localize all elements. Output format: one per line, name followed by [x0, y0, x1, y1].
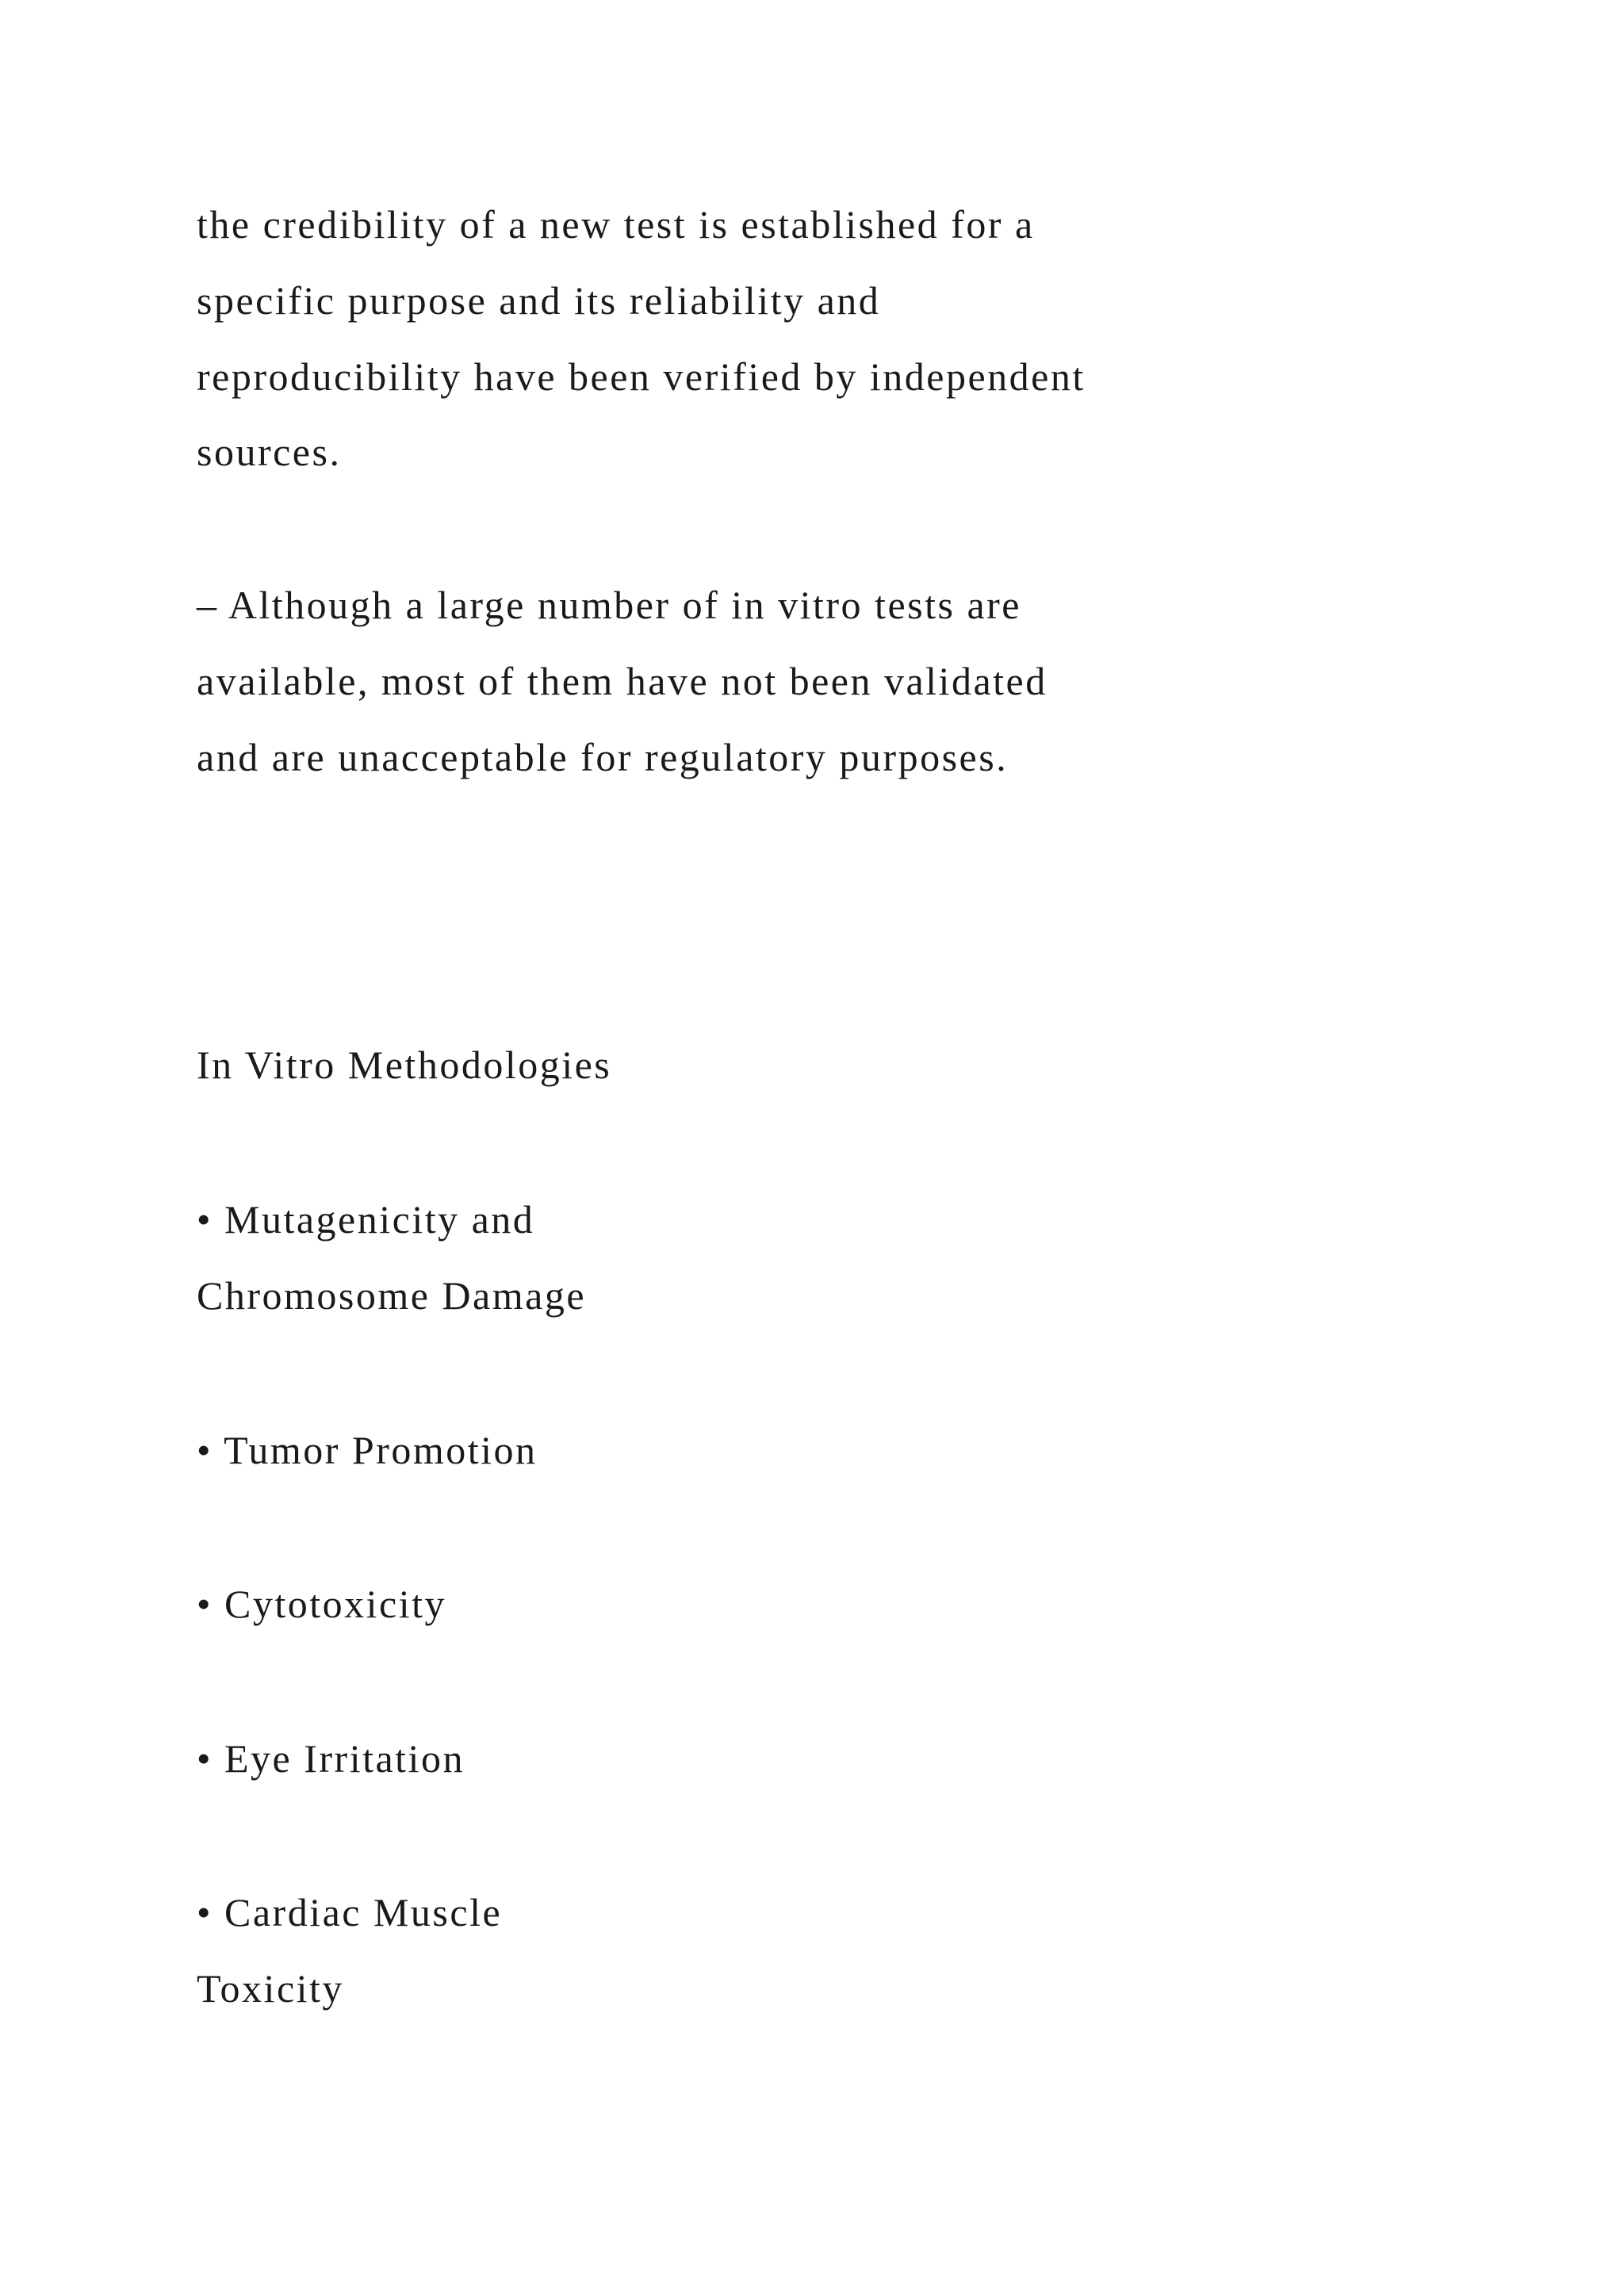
- paragraph-2-line-1: – Although a large number of in vitro tests are: [197, 583, 1021, 627]
- paragraph-1-line-1: the credibility of a new test is established for a: [197, 202, 1035, 247]
- paragraph-2-line-2: available, most of them have not been validated: [197, 659, 1048, 703]
- paragraph-1-line-3: reproducibility have been verified by independent: [197, 354, 1086, 399]
- list-item-cardiac-muscle-line-1: • Cardiac Muscle: [197, 1890, 503, 1934]
- list-item-mutagenicity-line-1: • Mutagenicity and: [197, 1197, 535, 1242]
- list-item-cytotoxicity: • Cytotoxicity: [197, 1582, 447, 1626]
- section-heading: In Vitro Methodologies: [197, 1043, 612, 1087]
- paragraph-2-line-3: and are unacceptable for regulatory purposes.: [197, 735, 1009, 779]
- list-item-tumor-promotion: • Tumor Promotion: [197, 1428, 538, 1472]
- list-item-eye-irritation: • Eye Irritation: [197, 1736, 465, 1781]
- list-item-cardiac-muscle-line-2: Toxicity: [197, 1966, 344, 2011]
- list-item-mutagenicity-line-2: Chromosome Damage: [197, 1273, 587, 1318]
- paragraph-1-line-4: sources.: [197, 430, 342, 474]
- paragraph-1-line-2: specific purpose and its reliability and: [197, 278, 881, 323]
